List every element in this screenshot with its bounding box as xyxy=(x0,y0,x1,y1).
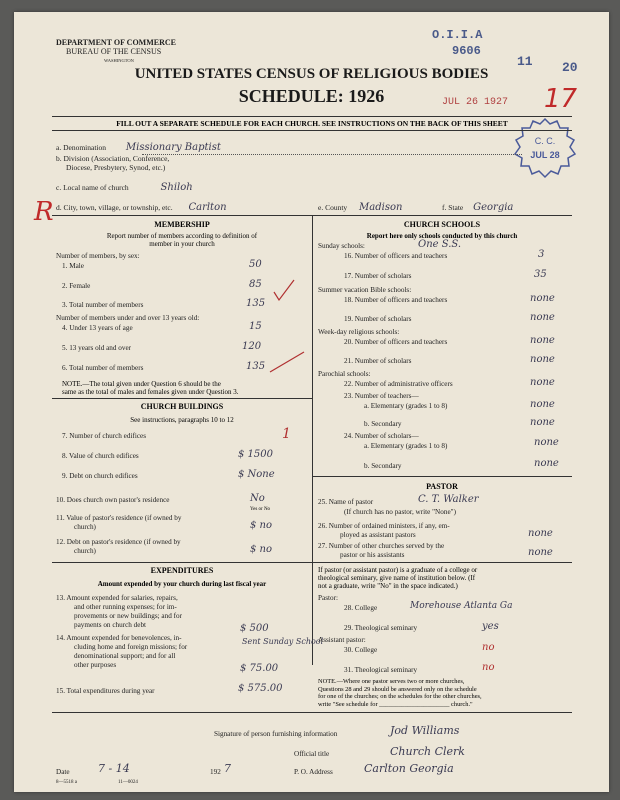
q20-value: none xyxy=(530,335,555,346)
q16-label: 16. Number of officers and teachers xyxy=(344,252,448,260)
buildings-sub: See instructions, paragraphs 10 to 12 xyxy=(130,416,234,424)
graduate-note-1: If pastor (or assistant pastor) is a graduate of a college or xyxy=(318,566,478,574)
q2-value: 85 xyxy=(249,279,262,290)
q12-label xyxy=(56,538,181,556)
q17-label: 17. Number of scholars xyxy=(344,272,412,280)
by-sex-label: Number of members, by sex: xyxy=(56,252,140,260)
q12-label-b: church) xyxy=(74,547,96,555)
form-title: UNITED STATES CENSUS OF RELIGIOUS BODIES xyxy=(134,66,489,82)
pastor-note xyxy=(318,678,574,708)
red-number: 17 xyxy=(544,84,578,114)
date-stamp: JUL 26 1927 xyxy=(442,97,509,108)
check-marks-icon xyxy=(264,262,344,382)
instruction-line: FILL OUT A SEPARATE SCHEDULE FOR EACH CHURCH. SEE INSTRUCTIONS ON THE BACK OF THIS SHEET xyxy=(52,116,572,131)
signature-label: Signature of person furnishing information xyxy=(214,730,338,738)
title-label: Official title xyxy=(294,750,330,758)
q6-label: 6. Total number of members xyxy=(62,364,144,372)
census-form xyxy=(14,12,609,792)
membership-note-1: NOTE.—The total given under Question 6 should be the xyxy=(62,380,221,388)
q26-value: none xyxy=(528,528,553,539)
q23-label: 23. Number of teachers— xyxy=(344,392,419,400)
division-row xyxy=(56,154,169,172)
q25-hint: (If church has no pastor, write "None") xyxy=(344,508,456,516)
q23a-value: none xyxy=(530,399,555,410)
local-name-label: c. Local name of church xyxy=(56,183,129,192)
form-number-2: 11—0024 xyxy=(118,780,138,785)
q16-value: 3 xyxy=(538,249,545,260)
q26-label xyxy=(318,522,450,540)
division-label-2: Diocese, Presbytery, Synod, etc.) xyxy=(66,163,166,172)
q17-value: 35 xyxy=(534,269,547,280)
pastor-note-1: NOTE.—Where one pastor serves two or more churches, xyxy=(318,678,465,685)
stamp-code: O.I.I.A xyxy=(432,28,483,42)
stamp-11: 11 xyxy=(517,54,533,69)
q20-label: 20. Number of officers and teachers xyxy=(344,338,448,346)
membership-sub-1: Report number of members according to definition of xyxy=(106,232,258,240)
stamp-number: 9606 xyxy=(452,44,481,58)
membership-note-2: same as the total of males and females given under Question 3. xyxy=(62,388,239,396)
q22-value: none xyxy=(530,377,555,388)
q10-value: No xyxy=(250,493,265,504)
q24a-value: none xyxy=(534,437,559,448)
q27-label-b: pastor or his assistants xyxy=(340,551,405,559)
graduate-note xyxy=(318,566,570,590)
q1-value: 50 xyxy=(249,259,262,270)
seal-line1: C. C. xyxy=(534,136,556,146)
denomination-row xyxy=(56,142,221,153)
q30-label: 30. College xyxy=(344,646,378,654)
q27-label xyxy=(318,542,444,560)
q10-label: 10. Does church own pastor's residence xyxy=(56,496,170,504)
q13-label-c: provements or new buildings; and for xyxy=(74,612,182,620)
bureau-name: BUREAU OF THE CENSUS xyxy=(66,47,162,56)
expenditures-sub: Amount expended by your church during last fiscal year xyxy=(97,580,267,588)
schedule-title: SCHEDULE: 1926 xyxy=(238,86,385,106)
q23a-label: a. Elementary (grades 1 to 8) xyxy=(364,402,448,410)
q31-value: no xyxy=(482,662,495,673)
department-header xyxy=(56,38,176,65)
q15-label: 15. Total expenditures during year xyxy=(56,687,155,695)
q14-label xyxy=(56,634,187,670)
state-label: f. State xyxy=(442,203,464,212)
red-r-mark: R xyxy=(34,197,54,227)
q14-label-c: denominational support; and for all xyxy=(74,652,176,660)
q7-value: 1 xyxy=(282,426,291,442)
q29-label: 29. Theological seminary xyxy=(344,624,418,632)
city-value: Carlton xyxy=(188,202,227,213)
asst-sublabel: Assistant pastor: xyxy=(318,636,366,644)
q19-value: none xyxy=(530,312,555,323)
q25-label: 25. Name of pastor xyxy=(318,498,374,506)
q4-label: 4. Under 13 years of age xyxy=(62,324,133,332)
q24b-value: none xyxy=(534,458,559,469)
membership-sub xyxy=(52,232,312,248)
q6-value: 135 xyxy=(246,361,266,372)
q1-label: 1. Male xyxy=(62,262,84,270)
county-row xyxy=(318,202,402,213)
signature-value: Jod Williams xyxy=(390,724,460,737)
q22-label: 22. Number of administrative officers xyxy=(344,380,453,388)
stamp-20: 20 xyxy=(562,60,578,75)
q24-label: 24. Number of scholars— xyxy=(344,432,419,440)
county-value: Madison xyxy=(359,202,403,213)
pastor-heading: PASTOR xyxy=(426,482,458,491)
q19-label: 19. Number of scholars xyxy=(344,315,412,323)
q3-label: 3. Total number of members xyxy=(62,301,144,309)
year-label: 192 xyxy=(210,768,221,776)
membership-heading: MEMBERSHIP xyxy=(154,220,210,229)
schools-heading: CHURCH SCHOOLS xyxy=(403,220,481,229)
expenditures-heading: EXPENDITURES xyxy=(150,566,214,575)
buildings-heading: CHURCH BUILDINGS xyxy=(140,402,224,411)
pastor-sublabel: Pastor: xyxy=(318,594,338,602)
q13-label-b: and other running expenses; for im- xyxy=(74,603,177,611)
q11-value: $ no xyxy=(250,520,273,531)
q23b-label: b. Secondary xyxy=(364,420,402,428)
q15-value: $ 575.00 xyxy=(238,683,283,694)
county-label: e. County xyxy=(318,203,348,212)
q8-label: 8. Value of church edifices xyxy=(62,452,139,460)
q12-value: $ no xyxy=(250,544,273,555)
city-name: WASHINGTON xyxy=(104,58,134,63)
local-name-value: Shiloh xyxy=(160,182,193,193)
q13-label-a: 13. Amount expended for salaries, repairs, xyxy=(56,594,178,602)
q27-label-a: 27. Number of other churches served by the xyxy=(318,542,445,550)
under-over-label: Number of members under and over 13 years old: xyxy=(56,314,200,322)
q24a-label: a. Elementary (grades 1 to 8) xyxy=(364,442,448,450)
q5-label: 5. 13 years old and over xyxy=(62,344,132,352)
q13-value: $ 500 xyxy=(240,623,269,634)
q11-label-a: 11. Value of pastor's residence (if owned by xyxy=(56,514,182,522)
q28-label: 28. College xyxy=(344,604,378,612)
weekday-label: Week-day religious schools: xyxy=(318,328,400,336)
q18-label: 18. Number of officers and teachers xyxy=(344,296,448,304)
q21-value: none xyxy=(530,354,555,365)
seal-line2: JUL 28 xyxy=(530,150,560,160)
q23b-value: none xyxy=(530,417,555,428)
q29-value: yes xyxy=(482,621,499,632)
q28-value: Morehouse Atlanta Ga xyxy=(410,601,513,611)
po-value: Carlton Georgia xyxy=(364,762,454,775)
q7-label: 7. Number of church edifices xyxy=(62,432,147,440)
q14-label-d: other purposes xyxy=(74,661,117,669)
q27-value: none xyxy=(528,547,553,558)
po-label: P. O. Address xyxy=(294,768,333,776)
graduate-note-2: theological seminary, give name of institution below. (If xyxy=(318,574,476,582)
sunday-label: Sunday schools: xyxy=(318,242,365,250)
q14-label-b: cluding home and foreign missions; for xyxy=(74,643,188,651)
year-value: 7 xyxy=(224,762,231,775)
form-number: 8—5518 a xyxy=(56,780,77,785)
q5-value: 120 xyxy=(242,341,262,352)
q9-label: 9. Debt on church edifices xyxy=(62,472,138,480)
q11-label-b: church) xyxy=(74,523,96,531)
q3-value: 135 xyxy=(246,298,266,309)
sunday-value: One S.S. xyxy=(418,239,462,250)
q11-label xyxy=(56,514,181,532)
denomination-value: Missionary Baptist xyxy=(125,142,221,153)
q8-value: $ 1500 xyxy=(238,449,273,460)
graduate-note-3: not a graduate, write "No" in the space indicated.) xyxy=(318,582,458,590)
pastor-note-2: Questions 28 and 29 should be answered only on the schedule xyxy=(318,685,477,693)
q26-label-b: ployed as assistant pastors xyxy=(340,531,416,539)
membership-sub-2: member in your church xyxy=(149,240,215,248)
local-name-row xyxy=(56,182,193,193)
q2-label: 2. Female xyxy=(62,282,91,290)
q30-value: no xyxy=(482,642,495,653)
q24b-label: b. Secondary xyxy=(364,462,402,470)
division-label: b. Division (Association, Conference, xyxy=(56,154,170,163)
schools-sub: Report here only schools conducted by this church xyxy=(366,232,518,240)
q14-note: Sent Sunday School xyxy=(242,637,324,646)
state-row xyxy=(442,202,513,213)
membership-note xyxy=(62,380,312,396)
vacation-label: Summer vacation Bible schools: xyxy=(318,286,412,294)
state-value: Georgia xyxy=(473,202,514,213)
city-label: d. City, town, village, or township, etc. xyxy=(56,203,173,212)
q14-label-a: 14. Amount expended for benevolences, in- xyxy=(56,634,182,642)
denomination-label: a. Denomination xyxy=(56,143,106,152)
q21-label: 21. Number of scholars xyxy=(344,357,412,365)
q4-value: 15 xyxy=(249,321,262,332)
q13-label xyxy=(56,594,182,630)
q12-label-a: 12. Debt on pastor's residence (if owned by xyxy=(56,538,181,546)
q14-value: $ 75.00 xyxy=(240,663,279,674)
city-row xyxy=(56,202,227,213)
date-label: Date xyxy=(56,768,70,776)
pastor-note-4: write "See schedule for ______________________ church." xyxy=(318,700,473,708)
date-value: 7 - 14 xyxy=(98,762,130,775)
dept-name: DEPARTMENT OF COMMERCE xyxy=(56,38,177,47)
q25-value: C. T. Walker xyxy=(418,494,479,505)
q9-value: $ None xyxy=(238,469,275,480)
pastor-note-3: for one of the churches; on the schedules for the other churches, xyxy=(318,693,482,700)
q26-label-a: 26. Number of ordained ministers, if any, em- xyxy=(318,522,450,530)
q31-label: 31. Theological seminary xyxy=(344,666,418,674)
title-value: Church Clerk xyxy=(390,745,465,758)
yes-no-hint: Yes or No xyxy=(250,507,271,512)
q18-value: none xyxy=(530,293,555,304)
q13-label-d: payments on church debt xyxy=(74,621,147,629)
parochial-label: Parochial schools: xyxy=(318,370,371,378)
